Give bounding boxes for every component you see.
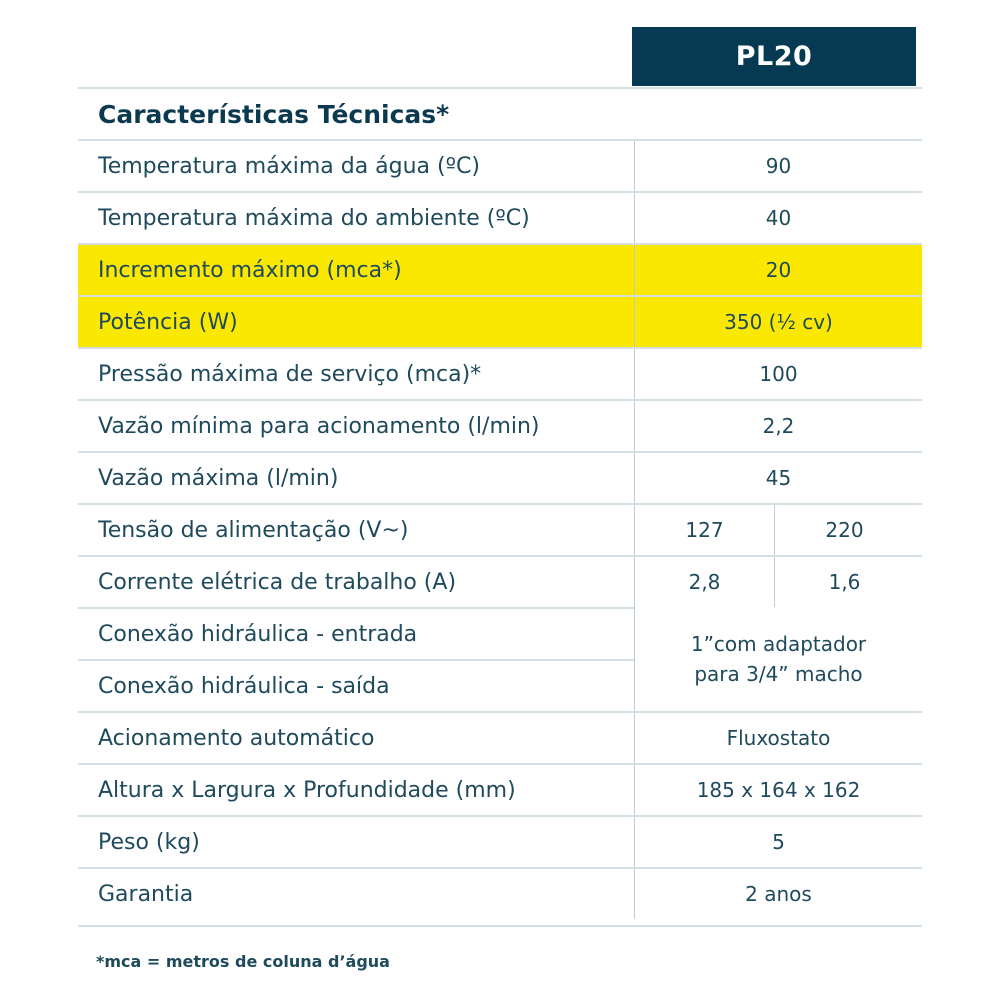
connection-line-2: para 3/4” macho <box>694 662 863 686</box>
row-label: Temperatura máxima da água (ºC) <box>98 153 480 179</box>
connection-value <box>634 607 922 711</box>
table-title-row <box>78 87 922 139</box>
split-value <box>634 505 922 555</box>
table-row <box>78 867 922 919</box>
table-row <box>78 451 922 503</box>
table-row-highlighted <box>78 243 922 295</box>
row-label: Vazão mínima para acionamento (l/min) <box>98 413 540 439</box>
row-label: Altura x Largura x Profundidade (mm) <box>98 777 516 803</box>
table-row <box>78 763 922 815</box>
value-220v: 220 <box>774 505 914 555</box>
row-label: Garantia <box>98 881 194 907</box>
row-value: 20 <box>634 245 922 295</box>
footnote: *mca = metros de coluna d’água <box>96 952 390 971</box>
row-label: Peso (kg) <box>98 829 200 855</box>
table-bottom-border <box>78 925 922 927</box>
row-label: Pressão máxima de serviço (mca)* <box>98 361 482 387</box>
table-row-highlighted <box>78 295 922 347</box>
row-value: 90 <box>634 141 922 191</box>
row-value: 2,2 <box>634 401 922 451</box>
row-value: 5 <box>634 817 922 867</box>
row-label: Temperatura máxima do ambiente (ºC) <box>98 205 530 231</box>
table-row <box>78 503 922 555</box>
spec-table <box>78 87 922 919</box>
split-value <box>634 557 922 607</box>
row-value: 45 <box>634 453 922 503</box>
table-row <box>78 399 922 451</box>
row-label: Corrente elétrica de trabalho (A) <box>98 569 457 595</box>
row-value: 185 x 164 x 162 <box>634 765 922 815</box>
row-label: Potência (W) <box>98 309 238 335</box>
row-label: Conexão hidráulica - entrada <box>98 621 418 647</box>
table-row <box>78 555 922 607</box>
row-value: 350 (½ cv) <box>634 297 922 347</box>
model-header <box>632 27 916 86</box>
value-127v: 127 <box>685 518 724 542</box>
row-label: Tensão de alimentação (V~) <box>98 517 409 543</box>
table-title: Características Técnicas* <box>98 99 450 129</box>
value-127v: 2,8 <box>688 570 721 594</box>
row-value: 2 anos <box>634 869 922 919</box>
row-value: 100 <box>634 349 922 399</box>
table-row <box>78 139 922 191</box>
table-row <box>78 711 922 763</box>
row-label: Vazão máxima (l/min) <box>98 465 339 491</box>
row-label: Acionamento automático <box>98 725 375 751</box>
table-row <box>78 815 922 867</box>
connection-line-1: 1”com adaptador <box>690 632 867 656</box>
table-row <box>78 191 922 243</box>
table-row <box>78 347 922 399</box>
value-220v: 1,6 <box>774 557 914 607</box>
row-value: Fluxostato <box>634 713 922 763</box>
model-name: PL20 <box>735 41 813 72</box>
row-label: Conexão hidráulica - saída <box>98 673 390 699</box>
row-label: Incremento máximo (mca*) <box>98 257 402 283</box>
row-value: 40 <box>634 193 922 243</box>
